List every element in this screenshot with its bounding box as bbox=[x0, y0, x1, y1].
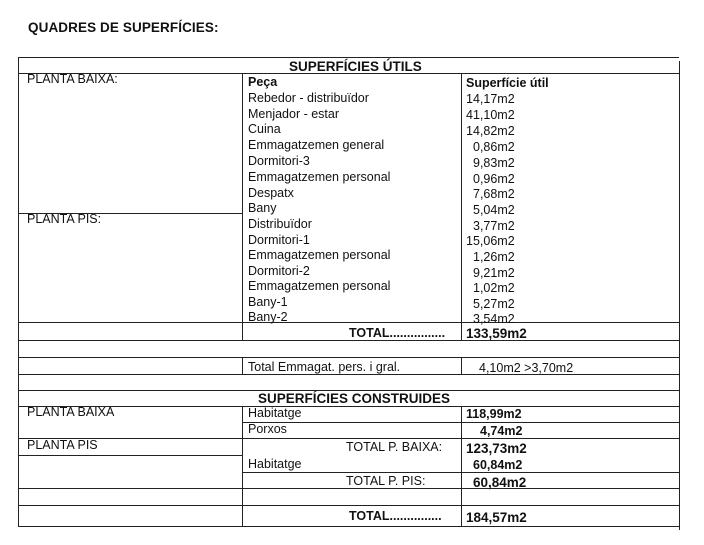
ground-floor-total-label: TOTAL P. BAIXA: bbox=[346, 440, 443, 454]
room-name: Distribuïdor bbox=[248, 217, 312, 231]
row-line bbox=[18, 357, 679, 358]
row-line bbox=[18, 505, 679, 506]
room-area: 7,68m2 bbox=[473, 187, 515, 201]
room-area: 9,83m2 bbox=[473, 156, 515, 170]
built-room-name: Porxos bbox=[248, 422, 287, 436]
room-area: 1,26m2 bbox=[473, 250, 515, 264]
room-area: 0,86m2 bbox=[473, 140, 515, 154]
col-line bbox=[242, 73, 243, 340]
built-total-value: 184,57m2 bbox=[466, 510, 527, 525]
storage-total-label: Total Emmagat. pers. i gral. bbox=[248, 360, 401, 374]
room-area: 3,54m2 bbox=[473, 312, 515, 326]
room-area: 41,10m2 bbox=[466, 108, 515, 122]
room-name: Bany-1 bbox=[248, 295, 288, 309]
built-room-area: 4,74m2 bbox=[480, 424, 523, 438]
row-line bbox=[18, 438, 679, 439]
room-name: Dormitori-1 bbox=[248, 233, 310, 247]
room-area: 9,21m2 bbox=[473, 266, 515, 280]
col-line bbox=[461, 73, 462, 340]
built-areas-heading: SUPERFÍCIES CONSTRUIDES bbox=[258, 391, 451, 406]
table-top-border bbox=[18, 57, 679, 58]
ground-floor-label: PLANTA BAIXA: bbox=[27, 72, 118, 86]
col-line bbox=[461, 406, 462, 526]
room-name: Despatx bbox=[248, 186, 294, 200]
area-column-header: Superfície útil bbox=[466, 76, 549, 90]
storage-total-value: 4,10m2 >3,70m2 bbox=[479, 361, 574, 375]
built-room-name: Habitatge bbox=[248, 406, 302, 420]
room-area: 15,06m2 bbox=[466, 234, 515, 248]
room-name: Menjador - estar bbox=[248, 107, 340, 121]
room-area: 1,02m2 bbox=[473, 281, 515, 295]
built-room-area: 118,99m2 bbox=[466, 407, 522, 421]
room-name: Bany-2 bbox=[248, 310, 288, 324]
piece-column-header: Peça bbox=[248, 75, 278, 89]
room-area: 3,77m2 bbox=[473, 219, 515, 233]
room-area: 5,27m2 bbox=[473, 297, 515, 311]
row-line bbox=[18, 406, 679, 407]
room-area: 14,17m2 bbox=[466, 92, 515, 106]
built-room-area: 60,84m2 bbox=[473, 458, 523, 472]
useful-total-label: TOTAL................ bbox=[349, 326, 446, 340]
ground-floor-total-value: 123,73m2 bbox=[466, 441, 527, 456]
room-area: 14,82m2 bbox=[466, 124, 515, 138]
room-area: 0,96m2 bbox=[473, 172, 515, 186]
col-line bbox=[242, 357, 243, 374]
table-right-border bbox=[679, 61, 680, 530]
first-floor-label: PLANTA PIS: bbox=[27, 212, 102, 226]
built-first-floor-label: PLANTA PIS bbox=[27, 438, 98, 452]
room-name: Cuina bbox=[248, 122, 281, 136]
col-line bbox=[242, 406, 243, 526]
room-name: Dormitori-2 bbox=[248, 264, 310, 278]
room-name: Emmagatzemen personal bbox=[248, 170, 391, 184]
room-name: Bany bbox=[248, 201, 277, 215]
room-name: Emmagatzemen personal bbox=[248, 279, 391, 293]
room-name: Emmagatzemen general bbox=[248, 138, 385, 152]
room-area: 5,04m2 bbox=[473, 203, 515, 217]
table-bottom-border bbox=[18, 526, 679, 527]
built-ground-floor-label: PLANTA BAIXA bbox=[27, 405, 115, 419]
built-room-name: Habitatge bbox=[248, 457, 302, 471]
document-title: QUADRES DE SUPERFÍCIES: bbox=[28, 20, 219, 35]
room-name: Rebedor - distribuïdor bbox=[248, 91, 369, 105]
first-floor-total-label: TOTAL P. PIS: bbox=[346, 474, 426, 488]
built-total-label: TOTAL............... bbox=[349, 509, 442, 523]
col-line bbox=[461, 357, 462, 374]
first-floor-total-value: 60,84m2 bbox=[473, 475, 527, 490]
row-line bbox=[18, 455, 242, 456]
room-name: Dormitori-3 bbox=[248, 154, 310, 168]
useful-areas-heading: SUPERFÍCIES ÚTILS bbox=[289, 59, 422, 74]
row-line bbox=[18, 322, 679, 323]
room-name: Emmagatzemen personal bbox=[248, 248, 391, 262]
useful-total-value: 133,59m2 bbox=[466, 326, 527, 341]
